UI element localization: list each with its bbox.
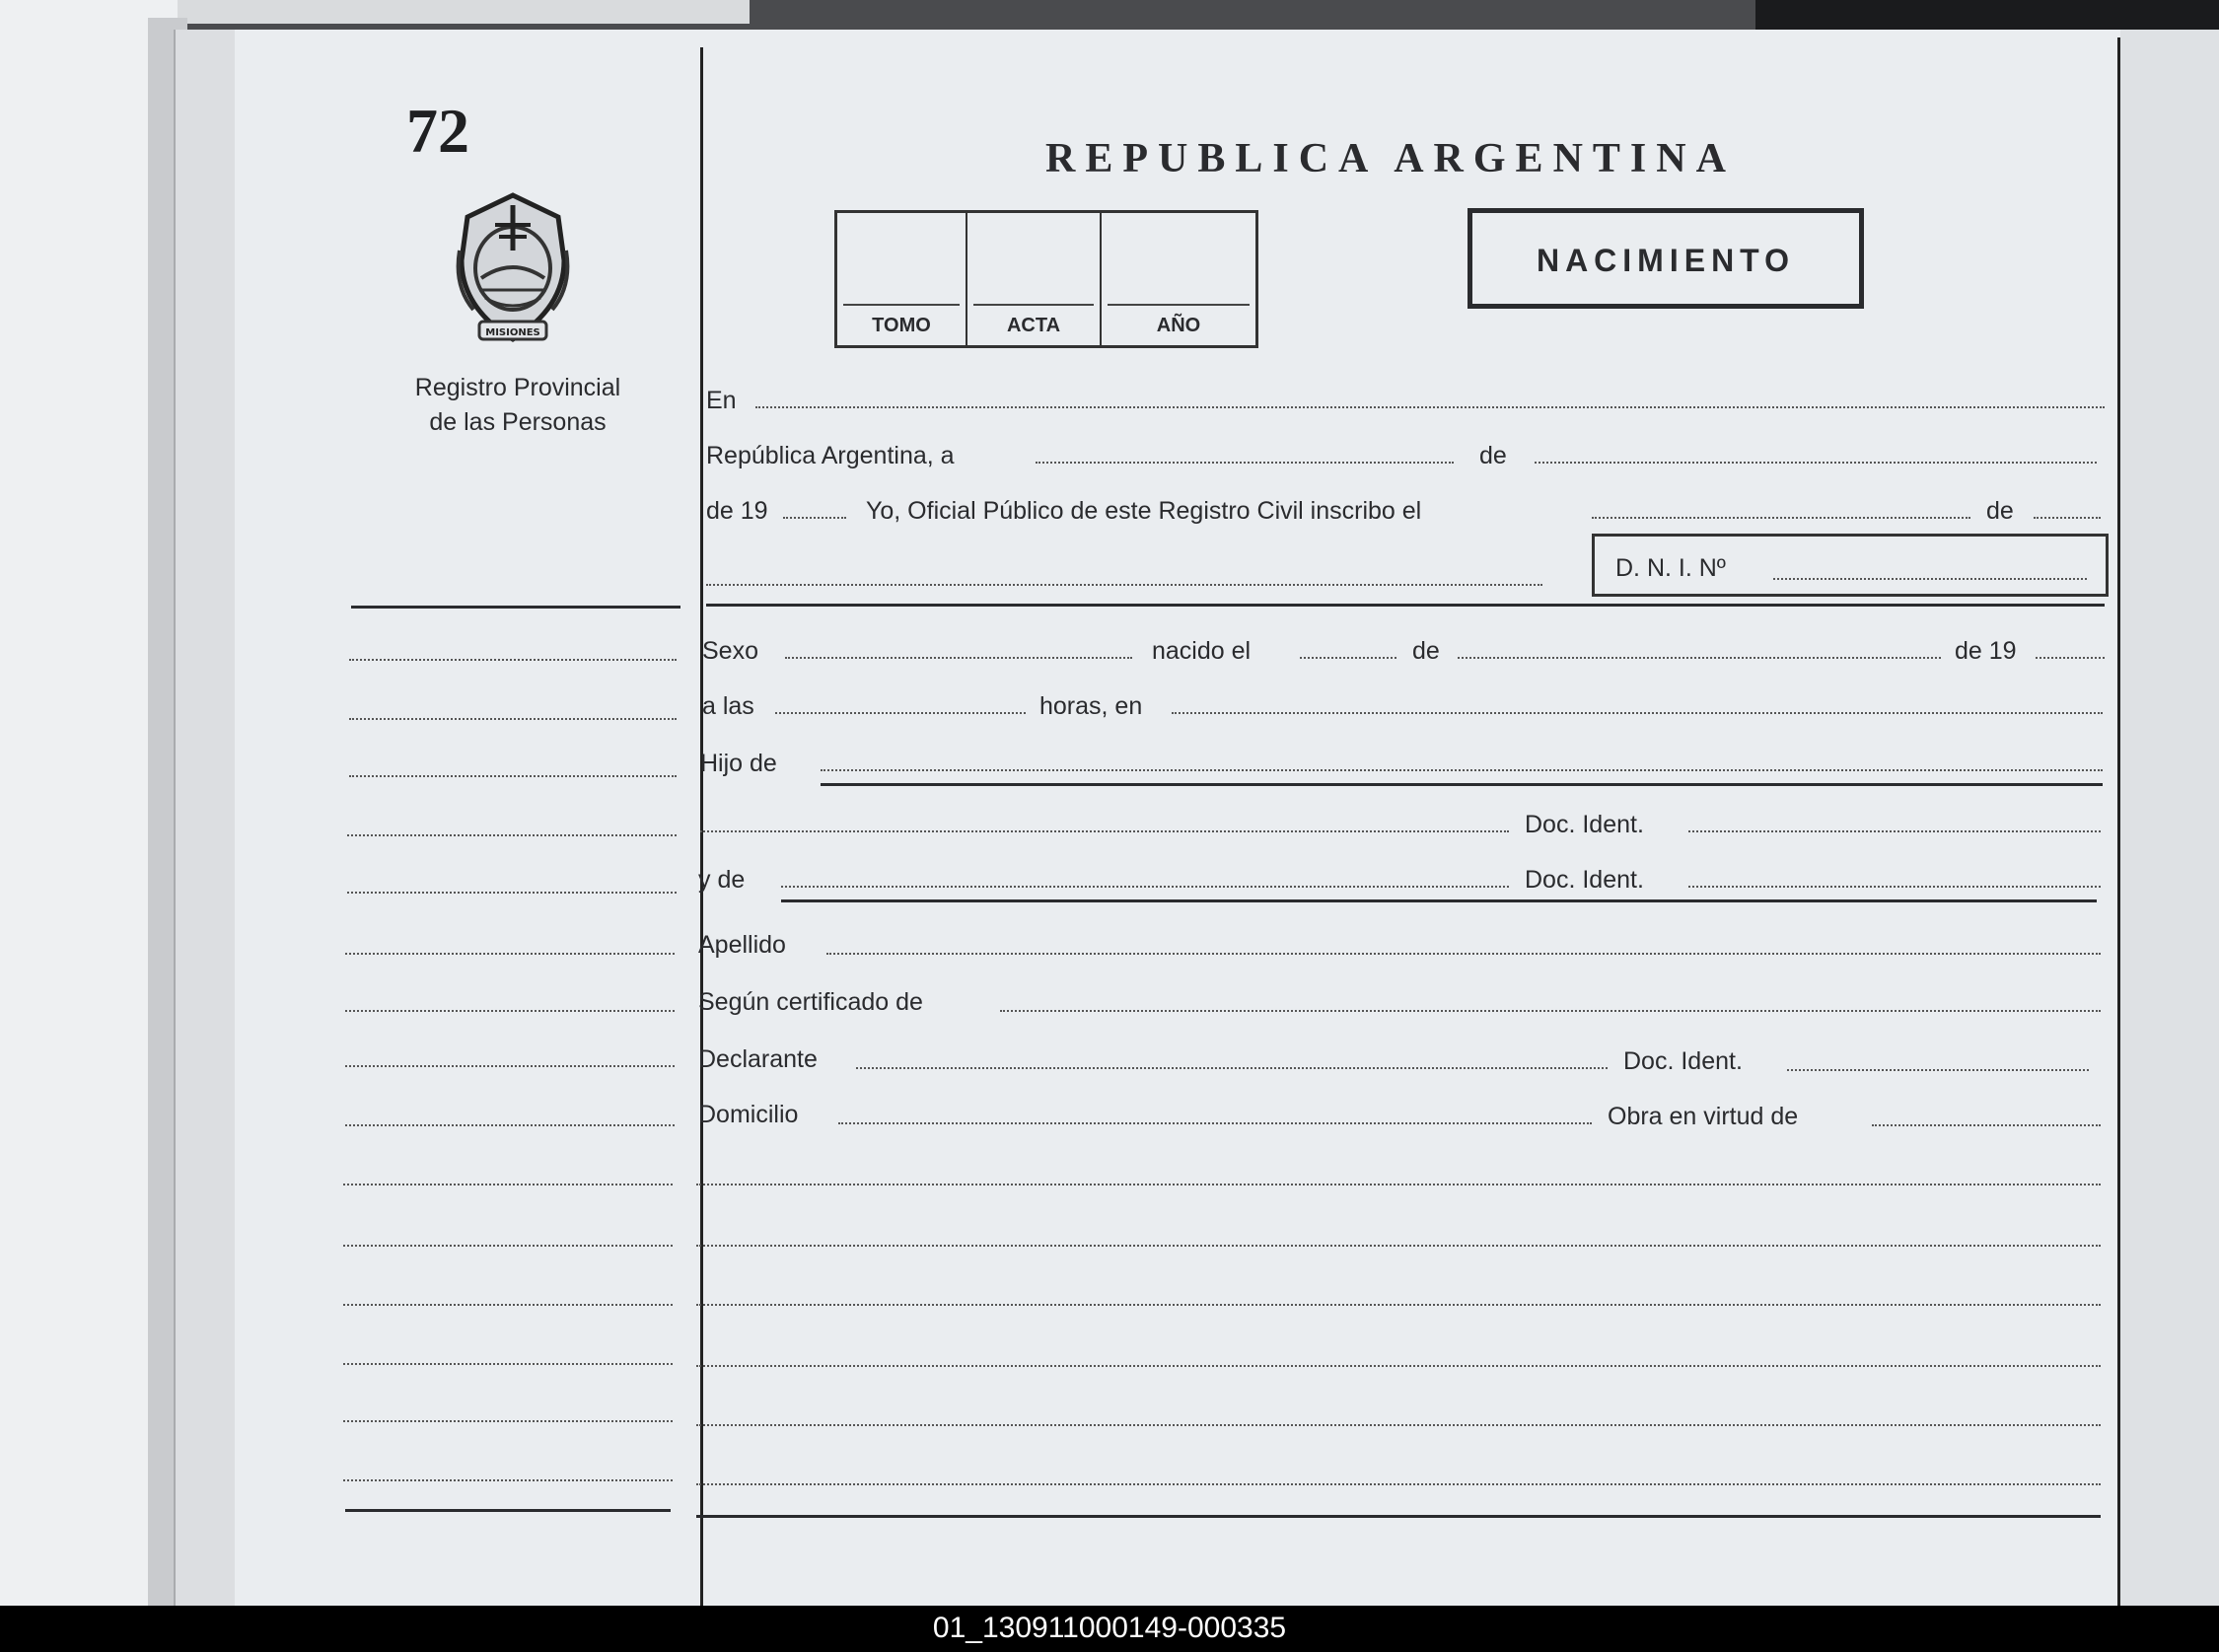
- image-id: 01_130911000149-000335: [932, 1612, 1287, 1644]
- field-apellido: [826, 953, 2101, 955]
- field-dia: [1036, 462, 1454, 464]
- margin-line: [349, 718, 677, 720]
- remarks-line: [696, 1365, 2101, 1367]
- label-de-2: de: [1986, 497, 2014, 525]
- field-obra: [1872, 1124, 2101, 1126]
- form-title: REPUBLICA ARGENTINA: [1045, 136, 1736, 181]
- top-edge-light: [178, 0, 750, 24]
- label-en: En: [706, 387, 737, 414]
- label-doc-ident-2: Doc. Ident.: [1525, 866, 1644, 894]
- margin-line: [343, 1420, 673, 1422]
- field-madre: [781, 886, 1509, 888]
- margin-bottom-rule: [345, 1509, 671, 1512]
- margin-line: [345, 1124, 675, 1126]
- field-doc-padre: [1688, 830, 2101, 832]
- margin-line: [343, 1479, 673, 1481]
- top-edge-dark: [1755, 0, 2219, 30]
- label-y-de: y de: [698, 866, 746, 894]
- label-doc-ident-3: Doc. Ident.: [1623, 1047, 1743, 1075]
- remarks-line: [696, 1304, 2101, 1306]
- label-yo-oficial: Yo, Oficial Público de este Registro Civil inscribo el: [866, 497, 1422, 525]
- label-segun: Según certificado de: [698, 988, 923, 1016]
- anio-cell: [1102, 213, 1255, 345]
- field-lugar: [1172, 712, 2103, 714]
- field-anio-nacimiento: [2036, 657, 2105, 659]
- label-de-3: de: [1412, 637, 1440, 665]
- column-divider: [700, 47, 703, 1606]
- next-page-edge: [2120, 30, 2219, 1606]
- field-certificado: [1000, 1010, 2101, 1012]
- label-domicilio: Domicilio: [698, 1101, 799, 1128]
- margin-line: [343, 1245, 673, 1247]
- right-border: [2117, 37, 2120, 1606]
- margin-line: [345, 1010, 675, 1012]
- field-dia-nacimiento: [1300, 657, 1396, 659]
- remarks-line: [696, 1184, 2101, 1185]
- tomo-label: TOMO: [872, 315, 931, 336]
- margin-line: [349, 659, 677, 661]
- field-inscribo: [1592, 517, 1970, 519]
- anio-rule: [1108, 304, 1250, 306]
- tomo-cell: [837, 213, 967, 345]
- padre-rule: [821, 783, 2103, 786]
- field-hora: [775, 712, 1026, 714]
- label-de-19b: de 19: [1955, 637, 2017, 665]
- field-padre: [821, 769, 2103, 771]
- registry-box: [834, 210, 1258, 348]
- margin-line: [345, 1065, 675, 1067]
- tomo-rule: [843, 304, 960, 306]
- field-mes-nacimiento: [1458, 657, 1941, 659]
- margin-line: [343, 1184, 673, 1185]
- remarks-line: [696, 1424, 2101, 1426]
- svg-text:MISIONES: MISIONES: [485, 327, 540, 338]
- margin-line: [347, 892, 677, 894]
- field-en: [755, 406, 2105, 408]
- label-republica: República Argentina, a: [706, 442, 955, 469]
- label-sexo: Sexo: [702, 637, 758, 665]
- page-number: 72: [406, 96, 469, 166]
- label-horas-en: horas, en: [1039, 692, 1143, 720]
- acta-label: ACTA: [1006, 315, 1061, 336]
- margin-line: [347, 834, 677, 836]
- label-hijo-de: Hijo de: [700, 750, 777, 777]
- field-nombre: [706, 584, 1542, 586]
- margin-line: [343, 1304, 673, 1306]
- label-de-1: de: [1479, 442, 1507, 469]
- issuer-line-1: Registro Provincial: [414, 374, 621, 401]
- label-dni: D. N. I. Nº: [1615, 554, 1726, 582]
- margin-top-rule: [351, 606, 680, 609]
- field-domicilio: [838, 1122, 1592, 1124]
- field-padre-cont: [700, 830, 1509, 832]
- record-type: NACIMIENTO: [1536, 243, 1796, 278]
- bottom-rule: [696, 1515, 2101, 1518]
- remarks-line: [696, 1245, 2101, 1247]
- book-binding: [174, 30, 235, 1606]
- field-sexo: [785, 657, 1132, 659]
- label-declarante: Declarante: [698, 1045, 818, 1073]
- issuer-name: [385, 371, 651, 440]
- label-a-las: a las: [702, 692, 754, 720]
- margin-line: [343, 1363, 673, 1365]
- acta-cell: [967, 213, 1102, 345]
- field-dni: [1773, 578, 2087, 580]
- field-doc-madre: [1688, 886, 2101, 888]
- remarks-line: [696, 1483, 2101, 1485]
- anio-label: AÑO: [1156, 315, 1201, 336]
- label-obra: Obra en virtud de: [1608, 1103, 1799, 1130]
- madre-rule: [781, 899, 2097, 902]
- issuer-line-2: de las Personas: [429, 408, 607, 436]
- label-doc-ident-1: Doc. Ident.: [1525, 811, 1644, 838]
- field-declarante: [856, 1067, 1608, 1069]
- margin-line: [349, 775, 677, 777]
- field-mes: [1535, 462, 2097, 464]
- margin-line: [345, 953, 675, 955]
- section-rule-1: [706, 604, 2105, 607]
- label-apellido: Apellido: [698, 931, 786, 959]
- field-de-2: [2034, 517, 2101, 519]
- label-nacido-el: nacido el: [1152, 637, 1252, 665]
- label-de-19: de 19: [706, 497, 768, 525]
- field-doc-declarante: [1787, 1069, 2089, 1071]
- field-anio-inscripcion: [783, 517, 846, 519]
- provincial-seal-icon: [452, 191, 574, 350]
- acta-rule: [973, 304, 1094, 306]
